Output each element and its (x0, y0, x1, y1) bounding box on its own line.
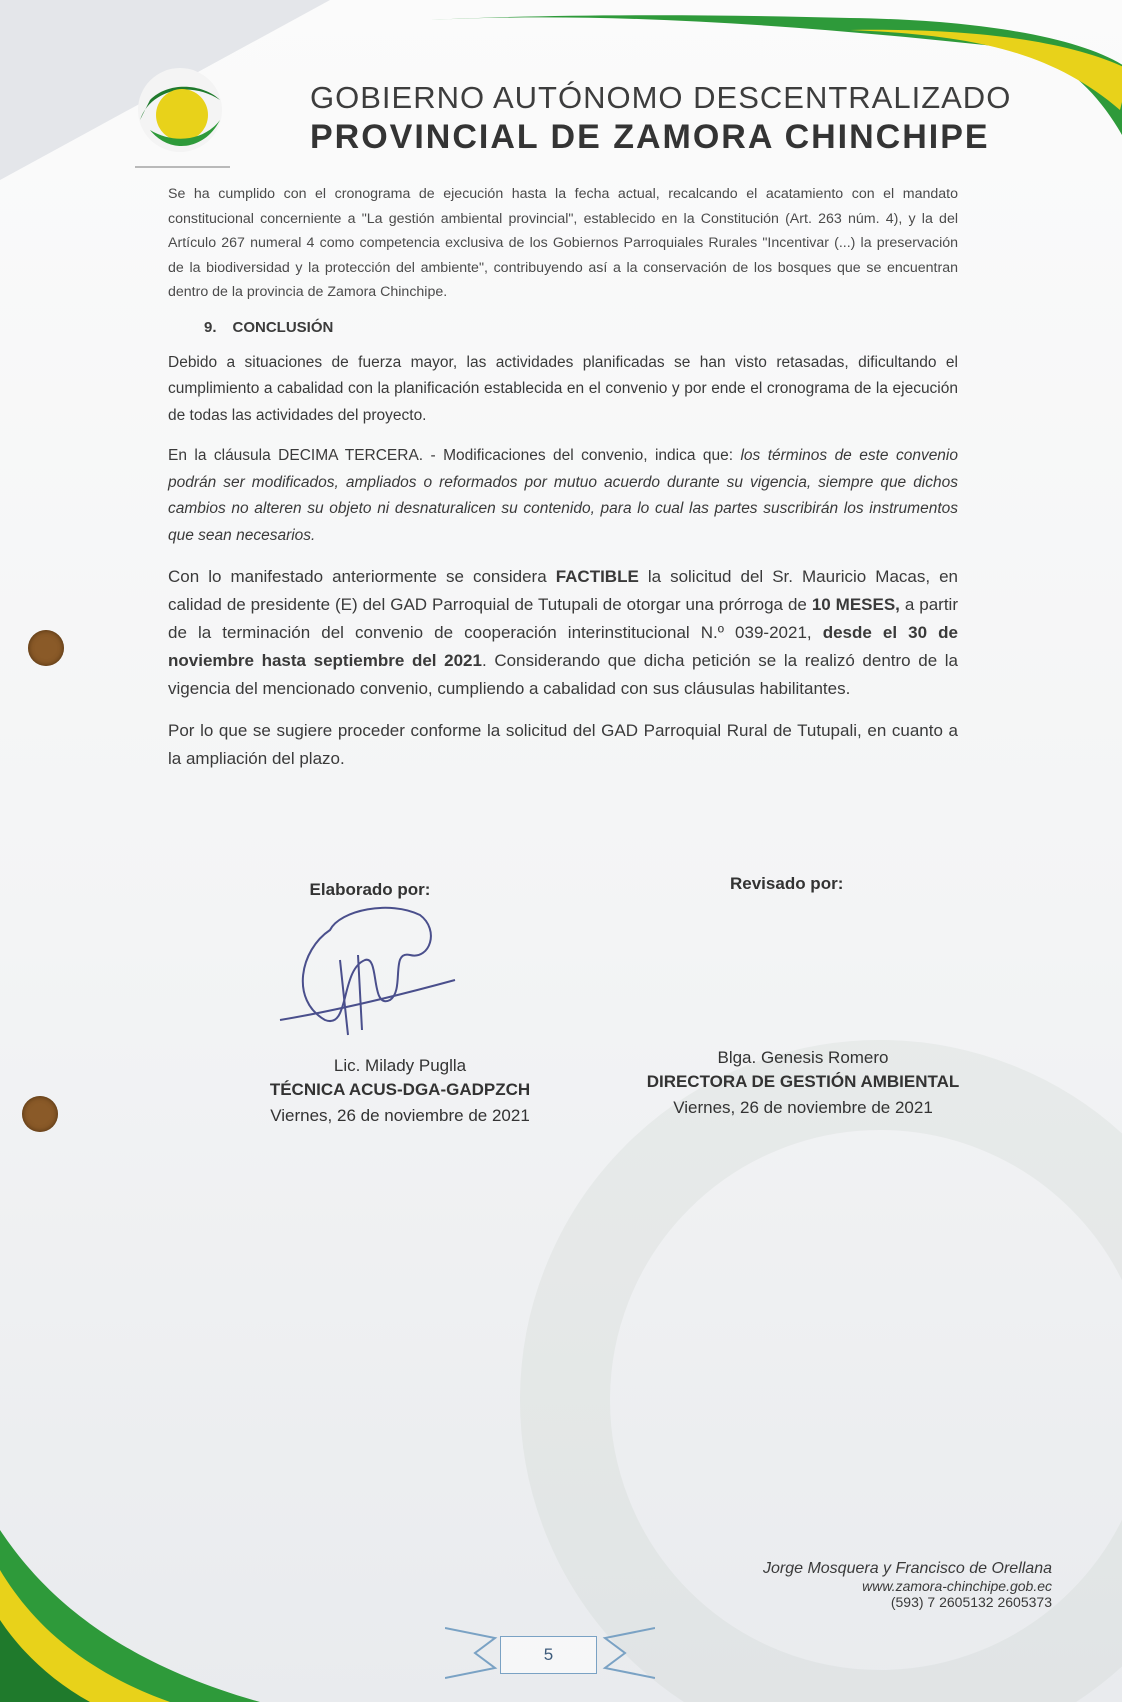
footer-contact (763, 1560, 1052, 1610)
conclusion-paragraph-4: Por lo que se sugiere proceder conforme la solicitud del GAD Parroquial Rural de Tutupali, en cuanto a la ampliación del plazo. (168, 721, 958, 768)
punch-hole-lower (22, 1096, 58, 1132)
p3-text-g: . Considerando que dicha petición se la realizó dentro de la vigencia del mencionado convenio, cumpliendo a cabalidad con sus cláusulas habilitantes. (168, 651, 959, 698)
footer-phone: (593) 7 2605132 2605373 (890, 1594, 1052, 1610)
conclusion-paragraph-1: Debido a situaciones de fuerza mayor, las actividades planificadas se han visto retasadas, dificultando el cumplimiento a cabalidad con la planificación establecida en el convenio y por ende el cronograma de la ejecución de todas las actividades del proyecto. (168, 353, 958, 424)
right-signatory-date: Viernes, 26 de noviembre de 2021 (673, 1098, 933, 1117)
left-signatory-role: TÉCNICA ACUS-DGA-GADPZCH (269, 1080, 531, 1099)
right-signatory (623, 1048, 983, 1118)
page-number: 5 (500, 1636, 597, 1674)
p3-text-a: Con lo manifestado anteriormente se considera (168, 567, 556, 586)
clause-quote: los términos de este convenio podrán ser modificados, ampliados o reformados por mutuo acuerdo durante su vigencia, siempre que dichos cambios no alteren su objeto ni desnaturalicen su contenido, para lo cual las partes suscribirán los instrumentos que sean necesarios. (168, 447, 958, 544)
document-body (168, 182, 958, 787)
right-signatory-name: Blga. Genesis Romero (717, 1048, 889, 1067)
p3-text-e: a partir de la terminación del convenio de cooperación interinstitucional N.º 039-2021, (168, 595, 958, 642)
p3-factible: FACTIBLE (555, 567, 639, 586)
left-signatory (220, 1056, 580, 1126)
section-title: CONCLUSIÓN (232, 318, 334, 336)
institution-name-line2: PROVINCIAL DE ZAMORA CHINCHIPE (310, 118, 990, 156)
left-signatory-name: Lic. Milady Puglla (333, 1056, 467, 1075)
p3-text-c: la solicitud del Sr. Mauricio Macas, en calidad de presidente (E) del GAD Parroquial de Tutupali de otorgar una prórroga de (168, 567, 958, 614)
reviewed-by-heading: Revisado por: (730, 874, 844, 893)
prepared-by-heading: Elaborado por: (309, 880, 431, 899)
conclusion-paragraph-3 (168, 563, 958, 703)
footer-swoosh-graphic (0, 1530, 260, 1702)
logo-underline (135, 166, 230, 168)
punch-hole-upper (28, 630, 64, 666)
left-signatory-date: Viernes, 26 de noviembre de 2021 (270, 1106, 530, 1125)
p3-months: 10 MESES, (811, 595, 900, 614)
conclusion-paragraph-2 (168, 443, 958, 549)
footer-website: www.zamora-chinchipe.gob.ec (862, 1578, 1052, 1594)
intro-paragraph: Se ha cumplido con el cronograma de ejecución hasta la fecha actual, recalcando el acatamiento con el mandato constitucional concerniente a "La gestión ambiental provincial", establecido en la Constitución (Art. 263 núm. 4), y la del Artículo 267 numeral 4 como competencia exclusiva de los Gobiernos Parroquiales Rurales "Incentivar (...) la preservación de la biodiversidad y la protección del ambiente", contribuyendo así a la conservación de los bosques que se encuentran dentro de la provincia de Zamora Chinchipe. (168, 186, 958, 300)
clause-reference: En la cláusula DECIMA TERCERA. - Modificaciones del convenio, indica que: (168, 447, 741, 464)
prefecture-logo (120, 60, 240, 170)
section-number: 9. (204, 318, 217, 336)
p3-period: desde el 30 de noviembre hasta septiembre del 2021 (168, 623, 959, 670)
section-heading (204, 319, 958, 336)
handwritten-signature (270, 900, 460, 1040)
institution-name-line1: GOBIERNO AUTÓNOMO DESCENTRALIZADO (310, 80, 1012, 115)
right-signatory-role: DIRECTORA DE GESTIÓN AMBIENTAL (646, 1072, 960, 1091)
footer-address: Jorge Mosquera y Francisco de Orellana (762, 1560, 1052, 1577)
